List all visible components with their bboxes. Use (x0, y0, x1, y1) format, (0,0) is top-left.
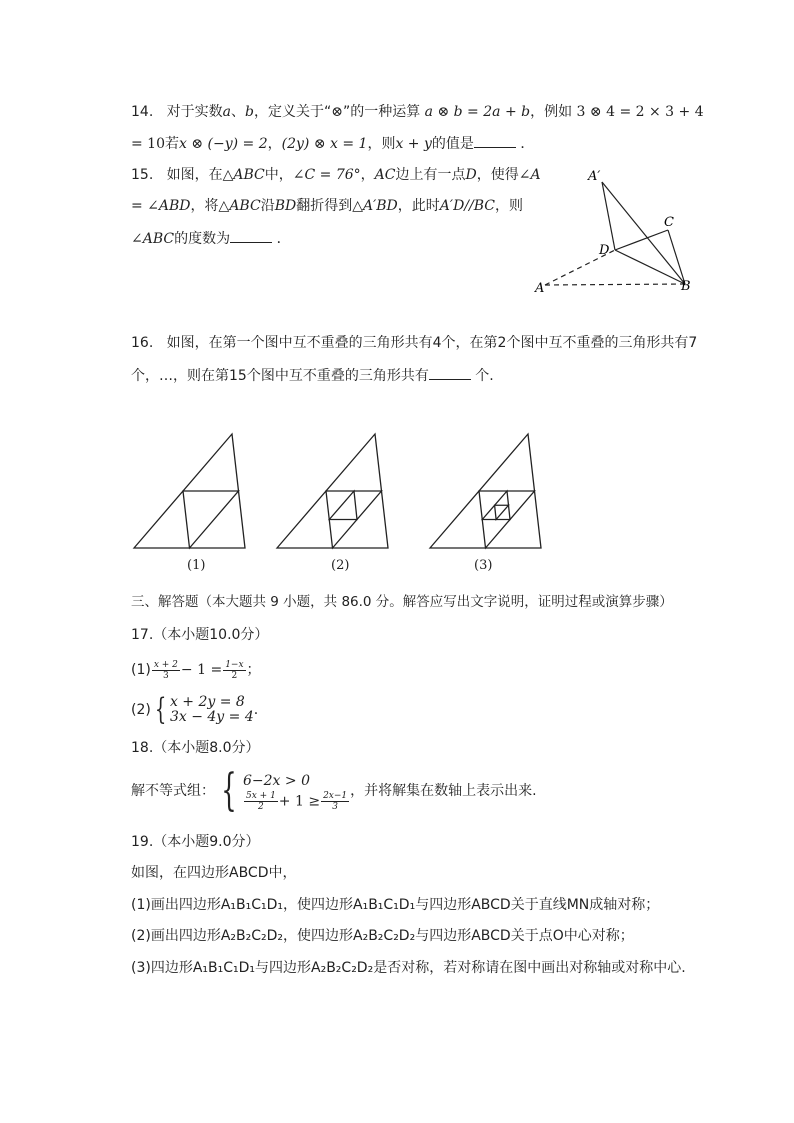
q17-header: 17.（本小题10.0分） (131, 627, 269, 643)
q15-figure (530, 162, 720, 302)
q15-line-2: = ∠ABD，将△ABC沿BD翻折得到△A′BD，此时A′D//BC，则 (131, 198, 523, 214)
q16-caption-1: (1) (187, 558, 206, 573)
fig15-label-a-prime: A′ (588, 169, 601, 184)
q17-fraction-1: $\frac{x + 2}{3}$ (153, 659, 178, 681)
fig15-label-d: D (599, 243, 610, 258)
q14-number: 14. (131, 104, 154, 120)
fig15-segment-a1-b (602, 182, 685, 284)
q14-line-2: = 10若x ⊗ (−y) = 2，(2y) ⊗ x = 1，则x + y的值是 ． (131, 133, 534, 154)
q14-example: 3 ⊗ 4 = 2 × 3 + 4 (576, 104, 704, 120)
q16-line-1: 16. 如图，在第一个图中互不重叠的三角形共有4个，在第2个图中互不重叠的三角形共有7 (131, 335, 698, 351)
q15-line-1: 15. 如图，在△ABC中，∠C = 76°，AC边上有一点D，使得∠A (131, 167, 541, 183)
fig15-segment-d-b (615, 250, 685, 284)
q17-brace: { (154, 692, 167, 727)
fig15-label-b: B (681, 279, 691, 294)
q18-brace: { (221, 765, 237, 816)
fig15-segment-c-b (668, 230, 685, 284)
section-3-title: 三、解答题（本大题共 9 小题，共 86.0 分。解答应写出文字说明，证明过程或演算步骤） (131, 594, 673, 610)
q15-number: 15. (131, 167, 154, 183)
q18-fraction-2: $\frac{2x-1}{3}$ (323, 790, 348, 812)
q17-part-1: (1) $\frac{x + 2}{3}$ − 1 = $\frac{1-x}{2}$ ； (131, 659, 261, 681)
q16-caption-2: (2) (331, 558, 350, 573)
q15-answer-blank (230, 228, 272, 243)
q17-part-2: (2) { x + 2y = 8 3x − 4y = 4 . (131, 692, 259, 727)
q14-definition: a ⊗ b = 2a + b (424, 104, 531, 120)
q16-figures (130, 428, 690, 588)
q16-caption-3: (3) (474, 558, 493, 573)
fig15-segment-a1-d (602, 182, 615, 250)
q15-line-3: ∠ABC的度数为 ． (131, 228, 291, 249)
q18-fraction-1: $\frac{5x + 1}{2}$ (246, 790, 276, 812)
q16-figure-1 (134, 434, 245, 548)
fig15-label-c: C (664, 215, 674, 230)
q17-system: x + 2y = 8 3x − 4y = 4 (169, 694, 254, 725)
q19-part-1: (1)画出四边形A₁B₁C₁D₁，使四边形A₁B₁C₁D₁与四边形ABCD关于直线MN成轴对称； (131, 897, 660, 913)
q19-intro: 如图，在四边形ABCD中， (131, 865, 297, 881)
q16-line-2: 个，…，则在第15个图中互不重叠的三角形共有 个. (131, 365, 494, 386)
q16-number: 16. (131, 335, 154, 351)
q18-body: 解不等式组： { 6−2x > 0 $\frac{5x + 1}{2}$ + 1 ≥ $\frac{2x-1}{3}$ ，并将解集在数轴上表示出来. (131, 765, 537, 816)
q16-figure-3 (430, 434, 541, 548)
q14-answer-blank (474, 133, 516, 148)
q14-line-1: 14. 对于实数a、b，定义关于“⊗”的一种运算 a ⊗ b = 2a + b，例如 3 ⊗ 4 = 2 × 3 + 4 (131, 104, 704, 120)
q16-answer-blank (429, 365, 471, 380)
fig15-label-a: A (535, 281, 545, 296)
fig15-dashed-a-b (545, 284, 685, 285)
q19-part-3: (3)四边形A₁B₁C₁D₁与四边形A₂B₂C₂D₂是否对称，若对称请在图中画出对称轴或对称中心. (131, 960, 686, 976)
q16-figure-2 (277, 434, 388, 548)
q18-system: 6−2x > 0 $\frac{5x + 1}{2}$ + 1 ≥ $\frac{2x-1}{3}$ (243, 772, 348, 812)
q19-part-2: (2)画出四边形A₂B₂C₂D₂，使四边形A₂B₂C₂D₂与四边形ABCD关于点O中心对称； (131, 928, 634, 944)
fig15-segment-d-c (615, 230, 668, 250)
q19-header: 19.（本小题9.0分） (131, 834, 260, 850)
q17-fraction-2: $\frac{1-x}{2}$ (225, 659, 244, 681)
q18-header: 18.（本小题8.0分） (131, 740, 260, 756)
